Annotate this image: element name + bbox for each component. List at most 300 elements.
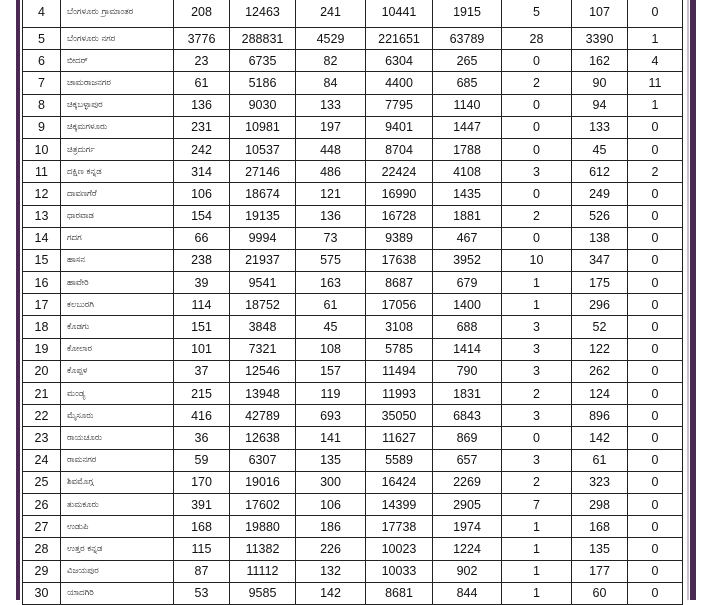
col-7-cell: 45 <box>572 138 628 160</box>
col-5-cell: 1831 <box>433 383 502 405</box>
col-3-cell: 163 <box>296 272 366 294</box>
row-number-cell: 6 <box>23 50 61 72</box>
col-4-cell: 4400 <box>366 72 433 94</box>
district-name-cell: ಕೊಡಗು <box>61 316 174 338</box>
table-row <box>23 427 683 449</box>
table-row <box>23 0 683 28</box>
table-row <box>23 493 683 515</box>
col-7-cell: 347 <box>572 249 628 271</box>
col-3-cell: 73 <box>296 227 366 249</box>
col-5-cell: 685 <box>433 72 502 94</box>
col-2-cell: 9994 <box>230 227 296 249</box>
col-1-cell: 314 <box>174 161 230 183</box>
col-4-cell: 3108 <box>366 316 433 338</box>
col-6-cell: 3 <box>502 449 572 471</box>
col-6-cell: 1 <box>502 294 572 316</box>
col-4-cell: 10033 <box>366 560 433 582</box>
district-name-cell: ಬೆಂಗಳೂರು ನಗರ <box>61 28 174 50</box>
col-3-cell: 135 <box>296 449 366 471</box>
district-data-table <box>22 0 683 605</box>
col-5-cell: 1881 <box>433 205 502 227</box>
col-1-cell: 391 <box>174 493 230 515</box>
col-3-cell: 186 <box>296 516 366 538</box>
col-3-cell: 693 <box>296 405 366 427</box>
row-number-cell: 29 <box>23 560 61 582</box>
col-5-cell: 1915 <box>433 0 502 28</box>
col-8-cell: 0 <box>628 138 683 160</box>
col-1-cell: 416 <box>174 405 230 427</box>
col-2-cell: 288831 <box>230 28 296 50</box>
col-4-cell: 17738 <box>366 516 433 538</box>
col-6-cell: 1 <box>502 272 572 294</box>
right-frame-border <box>690 0 696 600</box>
col-1-cell: 136 <box>174 94 230 116</box>
district-name-cell: ಮಂಡ್ಯ <box>61 383 174 405</box>
row-number-cell: 17 <box>23 294 61 316</box>
table-row <box>23 116 683 138</box>
district-name-cell: ಕೊಪ್ಪಳ <box>61 360 174 382</box>
col-8-cell: 0 <box>628 582 683 604</box>
row-number-cell: 4 <box>23 0 61 28</box>
col-3-cell: 84 <box>296 72 366 94</box>
col-4-cell: 22424 <box>366 161 433 183</box>
col-6-cell: 2 <box>502 72 572 94</box>
row-number-cell: 5 <box>23 28 61 50</box>
col-4-cell: 221651 <box>366 28 433 50</box>
col-2-cell: 12546 <box>230 360 296 382</box>
col-5-cell: 6843 <box>433 405 502 427</box>
col-8-cell: 0 <box>628 227 683 249</box>
col-4-cell: 10023 <box>366 538 433 560</box>
col-6-cell: 7 <box>502 493 572 515</box>
row-number-cell: 26 <box>23 493 61 515</box>
col-6-cell: 10 <box>502 249 572 271</box>
col-5-cell: 3952 <box>433 249 502 271</box>
col-4-cell: 17056 <box>366 294 433 316</box>
col-5-cell: 1788 <box>433 138 502 160</box>
col-3-cell: 448 <box>296 138 366 160</box>
col-7-cell: 124 <box>572 383 628 405</box>
col-6-cell: 3 <box>502 338 572 360</box>
col-7-cell: 162 <box>572 50 628 72</box>
col-3-cell: 300 <box>296 471 366 493</box>
district-name-cell: ಉತ್ತರ ಕನ್ನಡ <box>61 538 174 560</box>
col-3-cell: 575 <box>296 249 366 271</box>
col-8-cell: 0 <box>628 294 683 316</box>
col-7-cell: 526 <box>572 205 628 227</box>
col-2-cell: 9541 <box>230 272 296 294</box>
col-8-cell: 0 <box>628 360 683 382</box>
col-4-cell: 17638 <box>366 249 433 271</box>
col-6-cell: 28 <box>502 28 572 50</box>
col-6-cell: 2 <box>502 471 572 493</box>
col-5-cell: 1435 <box>433 183 502 205</box>
col-2-cell: 21937 <box>230 249 296 271</box>
col-3-cell: 106 <box>296 493 366 515</box>
col-1-cell: 231 <box>174 116 230 138</box>
col-4-cell: 5785 <box>366 338 433 360</box>
col-1-cell: 170 <box>174 471 230 493</box>
col-8-cell: 0 <box>628 471 683 493</box>
col-4-cell: 11993 <box>366 383 433 405</box>
col-2-cell: 7321 <box>230 338 296 360</box>
col-5-cell: 2269 <box>433 471 502 493</box>
col-1-cell: 3776 <box>174 28 230 50</box>
col-8-cell: 0 <box>628 116 683 138</box>
col-1-cell: 36 <box>174 427 230 449</box>
row-number-cell: 27 <box>23 516 61 538</box>
district-name-cell: ಚಿತ್ರದುರ್ಗ <box>61 138 174 160</box>
col-6-cell: 3 <box>502 161 572 183</box>
col-2-cell: 9585 <box>230 582 296 604</box>
col-5-cell: 1447 <box>433 116 502 138</box>
col-5-cell: 265 <box>433 50 502 72</box>
right-frame-inner-border <box>687 0 689 600</box>
district-name-cell: ರಾಯಚೂರು <box>61 427 174 449</box>
col-3-cell: 82 <box>296 50 366 72</box>
table-row <box>23 338 683 360</box>
district-name-cell: ಚಿಕ್ಕಮಗಳೂರು <box>61 116 174 138</box>
col-3-cell: 486 <box>296 161 366 183</box>
col-8-cell: 0 <box>628 538 683 560</box>
district-name-cell: ತುಮಕೂರು <box>61 493 174 515</box>
district-name-cell: ಉಡುಪಿ <box>61 516 174 538</box>
table-row <box>23 183 683 205</box>
col-6-cell: 0 <box>502 138 572 160</box>
row-number-cell: 30 <box>23 582 61 604</box>
col-5-cell: 1400 <box>433 294 502 316</box>
col-3-cell: 108 <box>296 338 366 360</box>
col-3-cell: 119 <box>296 383 366 405</box>
col-8-cell: 1 <box>628 94 683 116</box>
col-1-cell: 61 <box>174 72 230 94</box>
col-6-cell: 0 <box>502 227 572 249</box>
col-3-cell: 132 <box>296 560 366 582</box>
col-8-cell: 0 <box>628 338 683 360</box>
table-row <box>23 249 683 271</box>
row-number-cell: 8 <box>23 94 61 116</box>
col-2-cell: 10981 <box>230 116 296 138</box>
col-8-cell: 0 <box>628 0 683 28</box>
col-7-cell: 262 <box>572 360 628 382</box>
col-7-cell: 249 <box>572 183 628 205</box>
district-name-cell: ದಾವಣಗೆರೆ <box>61 183 174 205</box>
district-name-cell: ಚಿಕ್ಕಬಳ್ಳಾಪುರ <box>61 94 174 116</box>
col-5-cell: 657 <box>433 449 502 471</box>
row-number-cell: 14 <box>23 227 61 249</box>
row-number-cell: 15 <box>23 249 61 271</box>
col-5-cell: 1974 <box>433 516 502 538</box>
col-3-cell: 226 <box>296 538 366 560</box>
col-6-cell: 0 <box>502 427 572 449</box>
table-row <box>23 538 683 560</box>
col-2-cell: 13948 <box>230 383 296 405</box>
col-1-cell: 242 <box>174 138 230 160</box>
row-number-cell: 9 <box>23 116 61 138</box>
col-4-cell: 9401 <box>366 116 433 138</box>
district-name-cell: ಬೆಂಗಳೂರು ಗ್ರಾಮಾಂತರ <box>61 0 174 28</box>
row-number-cell: 20 <box>23 360 61 382</box>
col-8-cell: 0 <box>628 272 683 294</box>
col-4-cell: 6304 <box>366 50 433 72</box>
col-8-cell: 4 <box>628 50 683 72</box>
col-3-cell: 241 <box>296 0 366 28</box>
col-5-cell: 1140 <box>433 94 502 116</box>
col-2-cell: 11382 <box>230 538 296 560</box>
table-row <box>23 94 683 116</box>
col-7-cell: 52 <box>572 316 628 338</box>
row-number-cell: 21 <box>23 383 61 405</box>
col-6-cell: 0 <box>502 116 572 138</box>
col-8-cell: 1 <box>628 28 683 50</box>
col-6-cell: 5 <box>502 0 572 28</box>
left-frame-border <box>16 0 20 600</box>
col-2-cell: 19880 <box>230 516 296 538</box>
district-name-cell: ಹಾವೇರಿ <box>61 272 174 294</box>
col-8-cell: 0 <box>628 493 683 515</box>
col-3-cell: 4529 <box>296 28 366 50</box>
district-name-cell: ಮೈಸೂರು <box>61 405 174 427</box>
col-7-cell: 3390 <box>572 28 628 50</box>
table-row <box>23 294 683 316</box>
row-number-cell: 16 <box>23 272 61 294</box>
col-7-cell: 142 <box>572 427 628 449</box>
district-name-cell: ಧಾರವಾಡ <box>61 205 174 227</box>
col-5-cell: 688 <box>433 316 502 338</box>
table-row <box>23 161 683 183</box>
col-6-cell: 1 <box>502 538 572 560</box>
col-8-cell: 11 <box>628 72 683 94</box>
table-row <box>23 272 683 294</box>
col-2-cell: 12638 <box>230 427 296 449</box>
col-2-cell: 10537 <box>230 138 296 160</box>
col-4-cell: 7795 <box>366 94 433 116</box>
col-7-cell: 298 <box>572 493 628 515</box>
col-8-cell: 0 <box>628 249 683 271</box>
col-4-cell: 9389 <box>366 227 433 249</box>
col-7-cell: 122 <box>572 338 628 360</box>
col-8-cell: 0 <box>628 316 683 338</box>
col-4-cell: 14399 <box>366 493 433 515</box>
col-3-cell: 61 <box>296 294 366 316</box>
col-3-cell: 45 <box>296 316 366 338</box>
col-5-cell: 63789 <box>433 28 502 50</box>
col-2-cell: 18674 <box>230 183 296 205</box>
col-8-cell: 0 <box>628 205 683 227</box>
col-8-cell: 0 <box>628 383 683 405</box>
col-7-cell: 60 <box>572 582 628 604</box>
district-name-cell: ದಕ್ಷಿಣ ಕನ್ನಡ <box>61 161 174 183</box>
col-6-cell: 0 <box>502 183 572 205</box>
col-2-cell: 9030 <box>230 94 296 116</box>
col-1-cell: 114 <box>174 294 230 316</box>
col-7-cell: 135 <box>572 538 628 560</box>
district-name-cell: ಕೋಲಾರ <box>61 338 174 360</box>
col-4-cell: 16728 <box>366 205 433 227</box>
row-number-cell: 10 <box>23 138 61 160</box>
col-4-cell: 16990 <box>366 183 433 205</box>
col-1-cell: 23 <box>174 50 230 72</box>
col-2-cell: 5186 <box>230 72 296 94</box>
col-8-cell: 0 <box>628 560 683 582</box>
district-name-cell: ಯಾದಗಿರಿ <box>61 582 174 604</box>
col-2-cell: 3848 <box>230 316 296 338</box>
row-number-cell: 12 <box>23 183 61 205</box>
col-6-cell: 3 <box>502 316 572 338</box>
col-7-cell: 175 <box>572 272 628 294</box>
table-row <box>23 50 683 72</box>
col-2-cell: 17602 <box>230 493 296 515</box>
table-row <box>23 72 683 94</box>
district-name-cell: ಗದಗ <box>61 227 174 249</box>
col-4-cell: 8704 <box>366 138 433 160</box>
district-name-cell: ಕಲಬುರಗಿ <box>61 294 174 316</box>
col-7-cell: 323 <box>572 471 628 493</box>
col-2-cell: 27146 <box>230 161 296 183</box>
col-4-cell: 5589 <box>366 449 433 471</box>
table-row <box>23 560 683 582</box>
col-5-cell: 2905 <box>433 493 502 515</box>
table-row <box>23 383 683 405</box>
col-6-cell: 0 <box>502 50 572 72</box>
col-5-cell: 902 <box>433 560 502 582</box>
col-7-cell: 296 <box>572 294 628 316</box>
col-2-cell: 6307 <box>230 449 296 471</box>
district-name-cell: ಬೀದರ್ <box>61 50 174 72</box>
col-7-cell: 133 <box>572 116 628 138</box>
district-name-cell: ವಿಜಯಪುರ <box>61 560 174 582</box>
col-1-cell: 168 <box>174 516 230 538</box>
table-row <box>23 449 683 471</box>
col-3-cell: 141 <box>296 427 366 449</box>
col-2-cell: 18752 <box>230 294 296 316</box>
col-4-cell: 35050 <box>366 405 433 427</box>
col-3-cell: 133 <box>296 94 366 116</box>
table-row <box>23 316 683 338</box>
district-name-cell: ಚಾಮರಾಜನಗರ <box>61 72 174 94</box>
col-1-cell: 208 <box>174 0 230 28</box>
col-2-cell: 6735 <box>230 50 296 72</box>
col-1-cell: 59 <box>174 449 230 471</box>
col-1-cell: 53 <box>174 582 230 604</box>
col-6-cell: 1 <box>502 560 572 582</box>
row-number-cell: 11 <box>23 161 61 183</box>
col-1-cell: 101 <box>174 338 230 360</box>
col-1-cell: 87 <box>174 560 230 582</box>
row-number-cell: 23 <box>23 427 61 449</box>
col-7-cell: 896 <box>572 405 628 427</box>
row-number-cell: 7 <box>23 72 61 94</box>
col-2-cell: 19135 <box>230 205 296 227</box>
col-4-cell: 8681 <box>366 582 433 604</box>
col-8-cell: 0 <box>628 405 683 427</box>
row-number-cell: 22 <box>23 405 61 427</box>
col-1-cell: 115 <box>174 538 230 560</box>
col-6-cell: 3 <box>502 360 572 382</box>
district-name-cell: ಶಿವಮೊಗ್ಗ <box>61 471 174 493</box>
col-3-cell: 197 <box>296 116 366 138</box>
col-2-cell: 11112 <box>230 560 296 582</box>
row-number-cell: 18 <box>23 316 61 338</box>
col-5-cell: 844 <box>433 582 502 604</box>
col-8-cell: 0 <box>628 427 683 449</box>
table-body <box>23 0 683 604</box>
col-7-cell: 138 <box>572 227 628 249</box>
col-1-cell: 215 <box>174 383 230 405</box>
table-row <box>23 227 683 249</box>
col-5-cell: 679 <box>433 272 502 294</box>
col-5-cell: 4108 <box>433 161 502 183</box>
col-1-cell: 151 <box>174 316 230 338</box>
row-number-cell: 13 <box>23 205 61 227</box>
row-number-cell: 28 <box>23 538 61 560</box>
table-row <box>23 471 683 493</box>
table-row <box>23 405 683 427</box>
col-8-cell: 0 <box>628 516 683 538</box>
col-3-cell: 142 <box>296 582 366 604</box>
col-5-cell: 790 <box>433 360 502 382</box>
col-2-cell: 42789 <box>230 405 296 427</box>
col-1-cell: 37 <box>174 360 230 382</box>
district-name-cell: ಹಾಸನ <box>61 249 174 271</box>
col-4-cell: 10441 <box>366 0 433 28</box>
col-8-cell: 0 <box>628 449 683 471</box>
col-8-cell: 2 <box>628 161 683 183</box>
col-3-cell: 136 <box>296 205 366 227</box>
col-2-cell: 19016 <box>230 471 296 493</box>
col-5-cell: 869 <box>433 427 502 449</box>
col-6-cell: 0 <box>502 94 572 116</box>
table-row <box>23 582 683 604</box>
table-row <box>23 205 683 227</box>
col-5-cell: 1414 <box>433 338 502 360</box>
col-1-cell: 238 <box>174 249 230 271</box>
row-number-cell: 19 <box>23 338 61 360</box>
col-7-cell: 61 <box>572 449 628 471</box>
table-row <box>23 138 683 160</box>
table-row <box>23 360 683 382</box>
col-7-cell: 90 <box>572 72 628 94</box>
row-number-cell: 24 <box>23 449 61 471</box>
col-7-cell: 94 <box>572 94 628 116</box>
col-1-cell: 66 <box>174 227 230 249</box>
col-6-cell: 3 <box>502 405 572 427</box>
col-7-cell: 168 <box>572 516 628 538</box>
col-7-cell: 107 <box>572 0 628 28</box>
table-row <box>23 28 683 50</box>
col-4-cell: 16424 <box>366 471 433 493</box>
col-3-cell: 121 <box>296 183 366 205</box>
col-3-cell: 157 <box>296 360 366 382</box>
col-4-cell: 11494 <box>366 360 433 382</box>
col-8-cell: 0 <box>628 183 683 205</box>
col-2-cell: 12463 <box>230 0 296 28</box>
col-7-cell: 177 <box>572 560 628 582</box>
table-row <box>23 516 683 538</box>
col-6-cell: 2 <box>502 383 572 405</box>
col-6-cell: 1 <box>502 516 572 538</box>
col-4-cell: 8687 <box>366 272 433 294</box>
col-1-cell: 106 <box>174 183 230 205</box>
col-1-cell: 154 <box>174 205 230 227</box>
col-5-cell: 1224 <box>433 538 502 560</box>
col-6-cell: 1 <box>502 582 572 604</box>
row-number-cell: 25 <box>23 471 61 493</box>
col-6-cell: 2 <box>502 205 572 227</box>
col-5-cell: 467 <box>433 227 502 249</box>
col-7-cell: 612 <box>572 161 628 183</box>
col-4-cell: 11627 <box>366 427 433 449</box>
